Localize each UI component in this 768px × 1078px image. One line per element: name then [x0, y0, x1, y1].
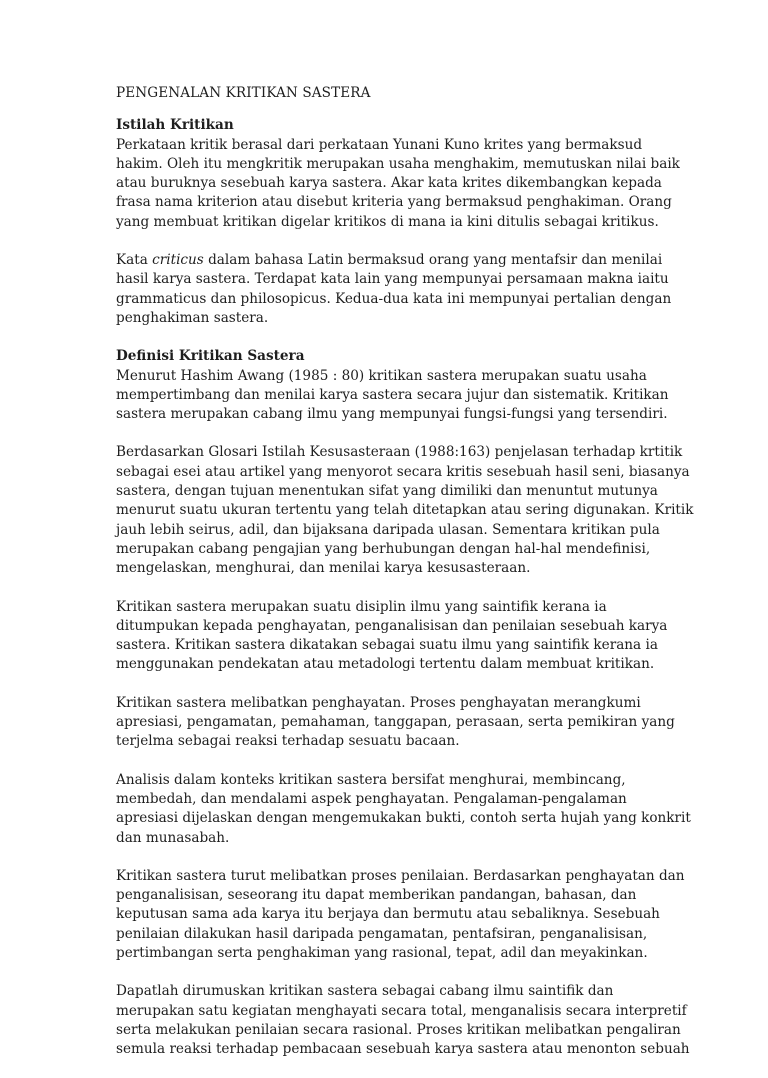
paragraph [116, 598, 716, 675]
document-page [116, 84, 716, 1078]
text-line: jauh lebih seirus, adil, dan bijaksana daripada ulasan. Sementara kritikan pula [116, 521, 660, 538]
text-line: merupakan satu kegiatan menghayati secara total, menganalisis secara interpretif [116, 1002, 687, 1019]
section-istilah-kritikan [116, 116, 716, 328]
italic-term: criticus [152, 252, 204, 269]
text-line: serta melakukan penilaian secara rasional. Proses kritikan melibatkan pengaliran [116, 1021, 681, 1038]
text-line: sastera merupakan cabang ilmu yang mempunyai fungsi-fungsi yang tersendiri. [116, 406, 668, 423]
text-line: hasil karya sastera. Terdapat kata lain yang mempunyai persamaan makna iaitu [116, 271, 669, 288]
text-line: dan munasabah. [116, 829, 230, 846]
text-line: sastera, dengan tujuan menentukan sifat yang dimiliki dan menuntut mutunya [116, 483, 658, 500]
text-line: semula reaksi terhadap pembacaan sesebuah karya sastera atau menonton sebuah [116, 1041, 690, 1058]
text-line: Kritikan sastera turut melibatkan proses penilaian. Berdasarkan penghayatan dan [116, 867, 685, 884]
text-line: Dapatlah dirumuskan kritikan sastera sebagai cabang ilmu saintifik dan [116, 983, 614, 1000]
text-line: Menurut Hashim Awang (1985 : 80) kritikan sastera merupakan suatu usaha [116, 367, 647, 384]
paragraph [116, 867, 716, 963]
text-line: keputusan sama ada karya itu berjaya dan bermutu atau sebaliknya. Sesebuah [116, 906, 660, 923]
section-heading: Istilah Kritikan [116, 117, 234, 134]
text-line: hakim. Oleh itu mengkritik merupakan usaha menghakim, memutuskan nilai baik [116, 155, 680, 172]
text-line: mempertimbang dan menilai karya sastera secara jujur dan sistematik. Kritikan [116, 386, 669, 403]
text-run: dalam bahasa Latin bermaksud orang yang mentafsir dan menilai [203, 252, 663, 269]
text-line: menggunakan pendekatan atau metadologi tertentu dalam membuat kritikan. [116, 656, 655, 673]
text-line: apresiasi, pengamatan, pemahaman, tanggapan, perasaan, serta pemikiran yang [116, 714, 675, 731]
text-line [116, 251, 716, 270]
text-line: sastera. Kritikan sastera dikatakan sebagai suatu ilmu yang saintifik kerana ia [116, 637, 658, 654]
text-line: penilaian dilakukan hasil daripada pengamatan, pentafsiran, penganalisisan, [116, 925, 648, 942]
text-line: Kritikan sastera melibatkan penghayatan. Proses penghayatan merangkumi [116, 694, 641, 711]
paragraph [116, 982, 716, 1059]
text-line: menurut suatu ukuran tertentu yang telah ditetapkan atau sering digunakan. Kritik [116, 502, 694, 519]
section-definisi-kritikan-sastera [116, 347, 716, 1059]
paragraph [116, 694, 716, 752]
paragraph [116, 251, 716, 328]
text-run: Kata [116, 252, 153, 269]
paragraph [116, 443, 716, 578]
text-line: Kritikan sastera merupakan suatu disiplin ilmu yang saintifik kerana ia [116, 598, 607, 615]
paragraph [116, 136, 716, 232]
paragraph [116, 771, 716, 848]
text-line: membedah, dan mendalami aspek penghayatan. Pengalaman-pengalaman [116, 790, 627, 807]
text-line: Perkataan kritik berasal dari perkataan Yunani Kuno krites yang bermaksud [116, 136, 643, 153]
text-line: Analisis dalam konteks kritikan sastera bersifat menghurai, membincang, [116, 771, 626, 788]
text-line: Berdasarkan Glosari Istilah Kesusasteraan (1988:163) penjelasan terhadap krtitik [116, 444, 683, 461]
page-title: PENGENALAN KRITIKAN SASTERA [116, 85, 371, 101]
text-line: frasa nama kriterion atau disebut kriteria yang bermaksud penghakiman. Orang [116, 194, 672, 211]
text-line: terjelma sebagai reaksi terhadap sesuatu bacaan. [116, 733, 460, 750]
text-line: pertimbangan serta penghakiman yang rasional, tepat, adil dan meyakinkan. [116, 944, 648, 961]
text-line: sebagai esei atau artikel yang menyorot secara kritis sesebuah hasil seni, biasanya [116, 463, 690, 480]
text-line: ditumpukan kepada penghayatan, penganalisisan dan penilaian sesebuah karya [116, 617, 668, 634]
text-line: merupakan cabang pengajian yang berhubungan dengan hal-hal mendefinisi, [116, 540, 651, 557]
text-line: mengelaskan, menghurai, dan menilai karya kesusasteraan. [116, 560, 531, 577]
section-heading: Definisi Kritikan Sastera [116, 348, 305, 365]
text-line: apresiasi dijelaskan dengan mengemukakan bukti, contoh serta hujah yang konkrit [116, 810, 691, 827]
text-line: grammaticus dan philosopicus. Kedua-dua kata ini mempunyai pertalian dengan [116, 290, 672, 307]
text-line: penganalisisan, seseorang itu dapat memberikan pandangan, bahasan, dan [116, 887, 637, 904]
paragraph [116, 367, 716, 425]
text-line: penghakiman sastera. [116, 309, 269, 326]
text-line: yang membuat kritikan digelar kritikos di mana ia kini ditulis sebagai kritikus. [116, 213, 659, 230]
text-line: atau buruknya sesebuah karya sastera. Akar kata krites dikembangkan kepada [116, 175, 662, 192]
